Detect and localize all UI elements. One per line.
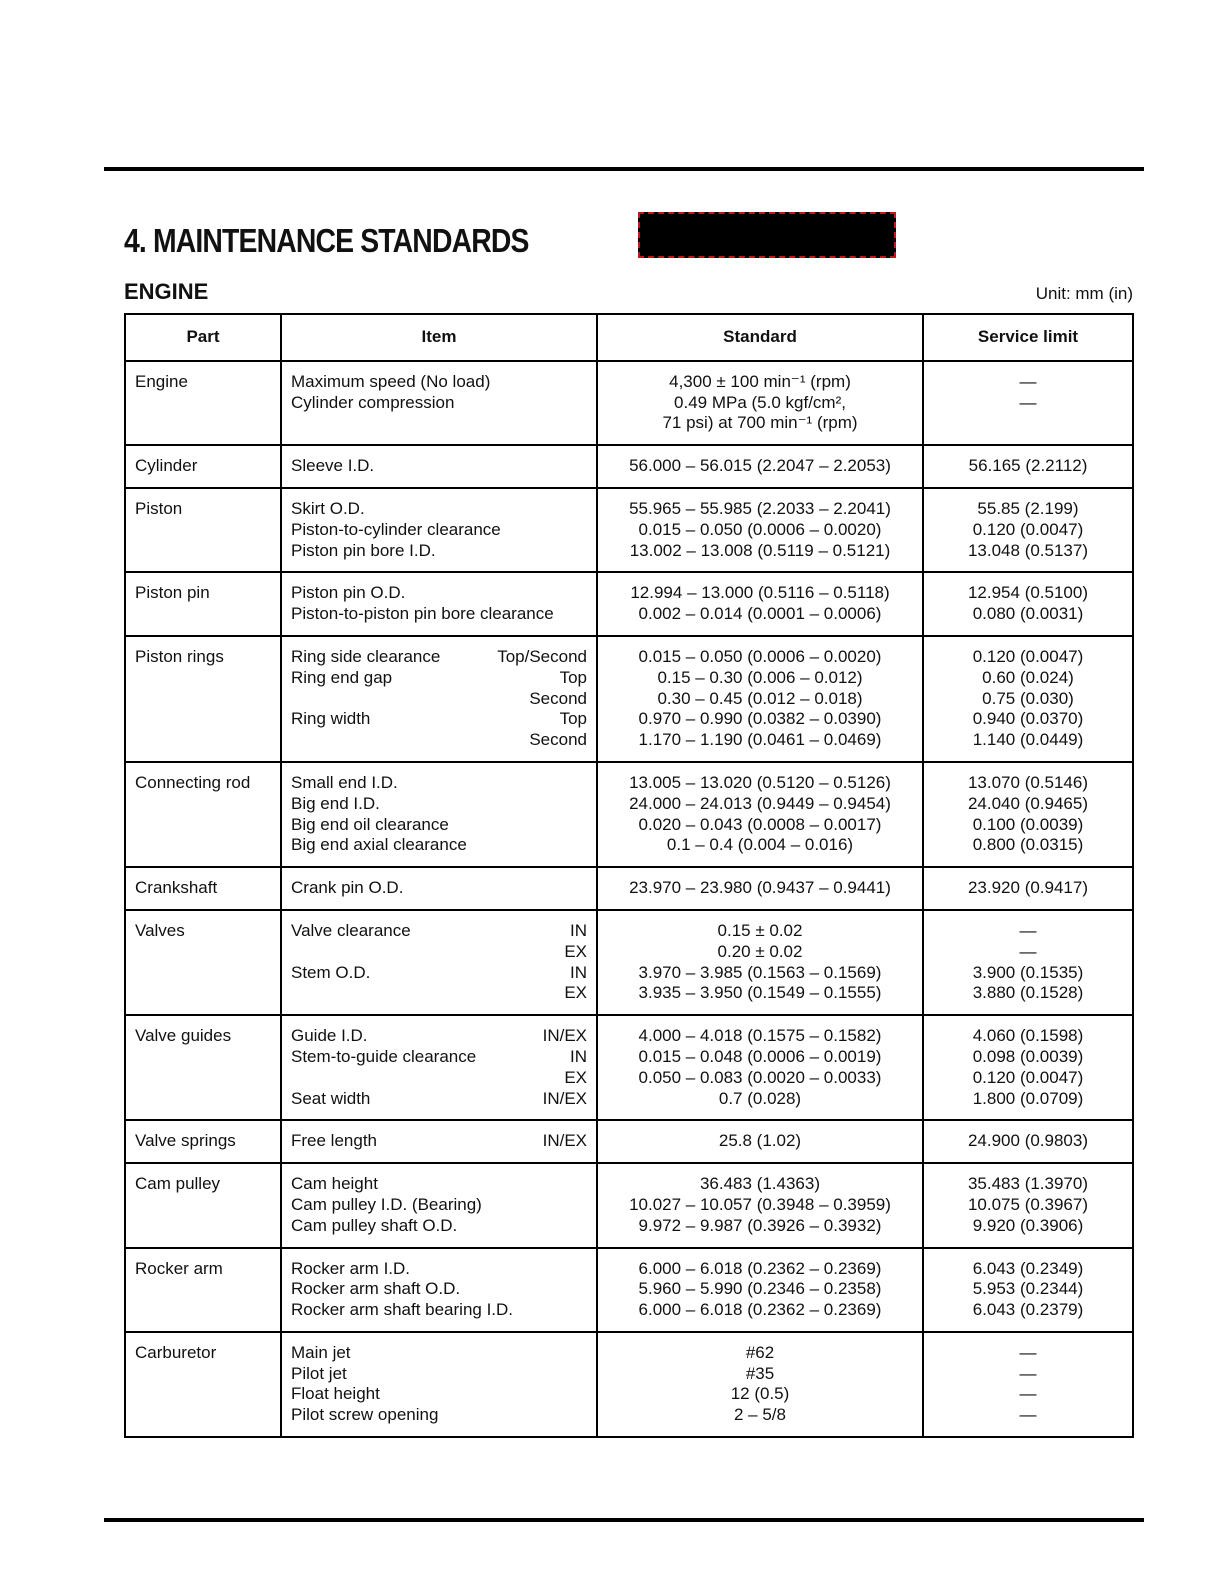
service-limit-cell xyxy=(923,1163,1133,1247)
service-limit-value: 0.75 (0.030) xyxy=(982,688,1074,708)
item-line xyxy=(291,1279,587,1300)
item-label: Seat width xyxy=(291,1088,371,1108)
service-limit-value: 24.040 (0.9465) xyxy=(967,793,1089,813)
item-label: Ring side clearance xyxy=(291,646,441,666)
item-label: Rocker arm shaft O.D. xyxy=(291,1279,461,1299)
service-limit-value: 5.953 (0.2344) xyxy=(972,1279,1084,1299)
item-line xyxy=(291,983,587,1004)
table-row xyxy=(125,867,1133,910)
table-row xyxy=(125,910,1133,1015)
service-limit-value: 0.100 (0.0039) xyxy=(972,814,1084,834)
service-limit-value: 1.140 (0.0449) xyxy=(972,730,1084,750)
item-line xyxy=(291,689,587,710)
item-label: Cam pulley shaft O.D. xyxy=(291,1215,458,1235)
service-limit-value: 6.043 (0.2349) xyxy=(972,1258,1084,1278)
service-limit-value: 23.920 (0.9417) xyxy=(967,878,1089,898)
table-row xyxy=(125,361,1133,445)
service-limit-cell xyxy=(923,1332,1133,1437)
service-limit-value: 0.120 (0.0047) xyxy=(972,1067,1084,1087)
item-label: Big end I.D. xyxy=(291,793,380,813)
service-limit-value: 4.060 (0.1598) xyxy=(972,1026,1084,1046)
part-cell: Rocker arm xyxy=(125,1248,281,1332)
item-line xyxy=(291,942,587,963)
service-limit-value: 0.080 (0.0031) xyxy=(972,604,1084,624)
part-cell: Cam pulley xyxy=(125,1163,281,1247)
item-cell xyxy=(281,361,597,445)
standard-value: 0.30 – 0.45 (0.012 – 0.018) xyxy=(657,688,863,708)
service-limit-cell xyxy=(923,1120,1133,1163)
item-line xyxy=(291,541,587,562)
item-label: Valve clearance xyxy=(291,920,411,940)
item-cell xyxy=(281,910,597,1015)
service-limit-value: 0.940 (0.0370) xyxy=(972,709,1084,729)
header-standard: Standard xyxy=(597,314,923,361)
item-qualifier: Second xyxy=(529,730,587,750)
item-line xyxy=(291,604,587,625)
item-line xyxy=(291,583,587,604)
section-heading: ENGINE xyxy=(124,279,209,304)
top-rule xyxy=(104,167,1144,171)
table-row xyxy=(125,572,1133,636)
service-limit-cell xyxy=(923,361,1133,445)
service-limit-value: 9.920 (0.3906) xyxy=(972,1215,1084,1235)
item-line xyxy=(291,773,587,794)
standard-value: 0.020 – 0.043 (0.0008 – 0.0017) xyxy=(638,814,882,834)
item-line xyxy=(291,921,587,942)
service-limit-cell xyxy=(923,1015,1133,1120)
standard-value: 25.8 (1.02) xyxy=(718,1131,802,1151)
service-limit-value: 12.954 (0.5100) xyxy=(967,583,1089,603)
standard-value: 0.015 – 0.050 (0.0006 – 0.0020) xyxy=(638,519,882,539)
item-line xyxy=(291,709,587,730)
item-line xyxy=(291,1068,587,1089)
item-line xyxy=(291,815,587,836)
item-label: Sleeve I.D. xyxy=(291,456,375,476)
item-cell xyxy=(281,1015,597,1120)
service-limit-value: — xyxy=(1019,371,1037,391)
standard-value: 0.015 – 0.048 (0.0006 – 0.0019) xyxy=(638,1046,882,1066)
item-qualifier: IN/EX xyxy=(542,1131,587,1151)
service-limit-value: — xyxy=(1019,1363,1037,1383)
item-qualifier: IN xyxy=(570,920,587,940)
item-label: Float height xyxy=(291,1384,380,1404)
standard-cell xyxy=(597,361,923,445)
item-label: Pilot screw opening xyxy=(291,1405,439,1425)
item-cell xyxy=(281,636,597,762)
item-line xyxy=(291,963,587,984)
item-qualifier: Top/Second xyxy=(497,646,587,666)
service-limit-value: 3.880 (0.1528) xyxy=(972,983,1084,1003)
service-limit-cell xyxy=(923,572,1133,636)
standard-value: 56.000 – 56.015 (2.2047 – 2.2053) xyxy=(629,456,891,476)
standard-cell xyxy=(597,910,923,1015)
item-line xyxy=(291,1131,587,1152)
standard-value: 6.000 – 6.018 (0.2362 – 0.2369) xyxy=(638,1258,882,1278)
item-cell xyxy=(281,762,597,867)
service-limit-value: 0.60 (0.024) xyxy=(982,667,1074,687)
item-label: Rocker arm shaft bearing I.D. xyxy=(291,1300,514,1320)
maintenance-standards-table xyxy=(124,313,1134,1438)
item-label: Piston-to-piston pin bore clearance xyxy=(291,604,554,624)
item-label: Big end oil clearance xyxy=(291,814,449,834)
standard-value: 71 psi) at 700 min⁻¹ (rpm) xyxy=(662,413,858,433)
service-limit-cell xyxy=(923,910,1133,1015)
item-label: Ring width xyxy=(291,709,371,729)
part-cell: Carburetor xyxy=(125,1332,281,1437)
standard-value: 1.170 – 1.190 (0.0461 – 0.0469) xyxy=(638,730,882,750)
service-limit-value: 55.85 (2.199) xyxy=(977,498,1079,518)
service-limit-value: 56.165 (2.2112) xyxy=(968,456,1088,476)
standard-value: 0.002 – 0.014 (0.0001 – 0.0006) xyxy=(638,604,882,624)
item-label: Crank pin O.D. xyxy=(291,878,404,898)
item-label: Free length xyxy=(291,1131,377,1151)
service-limit-value: 10.075 (0.3967) xyxy=(967,1194,1089,1214)
standard-cell xyxy=(597,867,923,910)
item-cell xyxy=(281,1163,597,1247)
standard-cell xyxy=(597,1332,923,1437)
item-cell xyxy=(281,488,597,572)
item-qualifier: Top xyxy=(559,667,587,687)
part-cell: Piston pin xyxy=(125,572,281,636)
service-limit-value: — xyxy=(1019,1384,1037,1404)
standard-value: 24.000 – 24.013 (0.9449 – 0.9454) xyxy=(629,793,891,813)
item-cell xyxy=(281,572,597,636)
standard-value: 9.972 – 9.987 (0.3926 – 0.3932) xyxy=(638,1215,882,1235)
item-label: Main jet xyxy=(291,1342,351,1362)
standard-value: 0.970 – 0.990 (0.0382 – 0.0390) xyxy=(638,709,882,729)
standard-value: 10.027 – 10.057 (0.3948 – 0.3959) xyxy=(629,1194,891,1214)
part-cell: Crankshaft xyxy=(125,867,281,910)
item-label: Guide I.D. xyxy=(291,1026,368,1046)
standard-value: 5.960 – 5.990 (0.2346 – 0.2358) xyxy=(638,1279,882,1299)
item-line xyxy=(291,878,587,899)
item-cell xyxy=(281,867,597,910)
standard-value: 0.015 – 0.050 (0.0006 – 0.0020) xyxy=(638,646,882,666)
service-limit-value: — xyxy=(1019,392,1037,412)
standard-value: #35 xyxy=(745,1363,775,1383)
item-line xyxy=(291,393,587,414)
standard-value: 0.49 MPa (5.0 kgf/cm², xyxy=(674,392,846,412)
item-line xyxy=(291,1026,587,1047)
standard-value: 23.970 – 23.980 (0.9437 – 0.9441) xyxy=(629,878,891,898)
part-cell: Valves xyxy=(125,910,281,1015)
part-cell: Valve springs xyxy=(125,1120,281,1163)
standard-value: 12 (0.5) xyxy=(730,1384,790,1404)
service-limit-value: 0.098 (0.0039) xyxy=(972,1046,1084,1066)
item-cell xyxy=(281,1120,597,1163)
item-line xyxy=(291,456,587,477)
item-label: Cam height xyxy=(291,1174,378,1194)
item-line xyxy=(291,1405,587,1426)
item-cell xyxy=(281,1332,597,1437)
part-cell: Valve guides xyxy=(125,1015,281,1120)
header-service-limit: Service limit xyxy=(923,314,1133,361)
item-label: Cylinder compression xyxy=(291,392,455,412)
part-cell: Engine xyxy=(125,361,281,445)
item-line xyxy=(291,1089,587,1110)
standard-cell xyxy=(597,636,923,762)
item-line xyxy=(291,730,587,751)
standard-cell xyxy=(597,1248,923,1332)
item-label: Cam pulley I.D. (Bearing) xyxy=(291,1194,482,1214)
header-item: Item xyxy=(281,314,597,361)
item-qualifier: IN xyxy=(570,1046,587,1066)
item-label: Piston pin O.D. xyxy=(291,583,406,603)
service-limit-cell xyxy=(923,762,1133,867)
item-line xyxy=(291,1343,587,1364)
page-title: 4. MAINTENANCE STANDARDS xyxy=(124,222,529,259)
table-row xyxy=(125,1015,1133,1120)
item-label: Rocker arm I.D. xyxy=(291,1258,411,1278)
table-row xyxy=(125,762,1133,867)
standard-value: 0.20 ± 0.02 xyxy=(717,941,803,961)
item-qualifier: IN xyxy=(570,962,587,982)
service-limit-value: 35.483 (1.3970) xyxy=(967,1174,1089,1194)
standard-value: 0.15 – 0.30 (0.006 – 0.012) xyxy=(657,667,863,687)
standard-value: 6.000 – 6.018 (0.2362 – 0.2369) xyxy=(638,1300,882,1320)
item-label: Ring end gap xyxy=(291,667,393,687)
item-line xyxy=(291,794,587,815)
table-row xyxy=(125,1248,1133,1332)
item-qualifier: IN/EX xyxy=(542,1088,587,1108)
standard-cell xyxy=(597,445,923,488)
item-label: Pilot jet xyxy=(291,1363,347,1383)
standard-cell xyxy=(597,488,923,572)
table-row xyxy=(125,445,1133,488)
standard-value: 36.483 (1.4363) xyxy=(699,1174,821,1194)
item-line xyxy=(291,1364,587,1385)
service-limit-cell xyxy=(923,488,1133,572)
service-limit-value: 6.043 (0.2379) xyxy=(972,1300,1084,1320)
service-limit-cell xyxy=(923,636,1133,762)
item-label: Big end axial clearance xyxy=(291,835,467,855)
standard-cell xyxy=(597,572,923,636)
unit-label: Unit: mm (in) xyxy=(1035,284,1133,303)
part-cell: Piston xyxy=(125,488,281,572)
item-line xyxy=(291,1259,587,1280)
table-row xyxy=(125,1163,1133,1247)
item-line xyxy=(291,1174,587,1195)
standard-cell xyxy=(597,1163,923,1247)
standard-cell xyxy=(597,762,923,867)
item-qualifier: IN/EX xyxy=(542,1026,587,1046)
table-row xyxy=(125,1120,1133,1163)
service-limit-value: 1.800 (0.0709) xyxy=(972,1088,1084,1108)
standard-value: 13.005 – 13.020 (0.5120 – 0.5126) xyxy=(629,772,891,792)
item-line xyxy=(291,499,587,520)
item-label: Stem O.D. xyxy=(291,962,371,982)
item-line xyxy=(291,372,587,393)
item-cell xyxy=(281,1248,597,1332)
standard-value: 3.970 – 3.985 (0.1563 – 0.1569) xyxy=(638,962,882,982)
redacted-banner xyxy=(638,212,896,258)
part-cell: Connecting rod xyxy=(125,762,281,867)
item-label: Small end I.D. xyxy=(291,772,398,792)
service-limit-value: 24.900 (0.9803) xyxy=(967,1131,1089,1151)
table-row xyxy=(125,488,1133,572)
item-line xyxy=(291,647,587,668)
standard-cell xyxy=(597,1015,923,1120)
table-row xyxy=(125,636,1133,762)
item-line xyxy=(291,835,587,856)
item-qualifier: EX xyxy=(564,1067,587,1087)
service-limit-value: 0.120 (0.0047) xyxy=(972,646,1084,666)
standard-value: 13.002 – 13.008 (0.5119 – 0.5121) xyxy=(629,540,891,560)
standard-value: 55.965 – 55.985 (2.2033 – 2.2041) xyxy=(629,498,891,518)
service-limit-value: 13.048 (0.5137) xyxy=(967,540,1089,560)
standard-value: #62 xyxy=(745,1342,775,1362)
service-limit-value: 0.120 (0.0047) xyxy=(972,519,1084,539)
item-line xyxy=(291,668,587,689)
service-limit-value: — xyxy=(1019,920,1037,940)
standard-value: 4.000 – 4.018 (0.1575 – 0.1582) xyxy=(638,1026,882,1046)
item-qualifier: Top xyxy=(559,709,587,729)
item-line xyxy=(291,1047,587,1068)
bottom-rule xyxy=(104,1518,1144,1522)
standard-cell xyxy=(597,1120,923,1163)
standard-value: 12.994 – 13.000 (0.5116 – 0.5118) xyxy=(630,583,890,603)
header-part: Part xyxy=(125,314,281,361)
service-limit-cell xyxy=(923,445,1133,488)
standard-value: 0.050 – 0.083 (0.0020 – 0.0033) xyxy=(638,1067,882,1087)
service-limit-value: — xyxy=(1019,1405,1037,1425)
item-line xyxy=(291,1195,587,1216)
item-label: Skirt O.D. xyxy=(291,498,365,518)
item-qualifier: EX xyxy=(564,983,587,1003)
standard-value: 4,300 ± 100 min⁻¹ (rpm) xyxy=(669,371,851,391)
service-limit-value: 13.070 (0.5146) xyxy=(967,772,1089,792)
service-limit-value: 3.900 (0.1535) xyxy=(972,962,1084,982)
standard-value: 0.15 ± 0.02 xyxy=(717,920,803,940)
part-cell: Piston rings xyxy=(125,636,281,762)
item-label: Piston pin bore I.D. xyxy=(291,540,436,560)
item-line xyxy=(291,1384,587,1405)
item-cell xyxy=(281,445,597,488)
standard-value: 3.935 – 3.950 (0.1549 – 0.1555) xyxy=(638,983,882,1003)
service-limit-value: — xyxy=(1019,941,1037,961)
table-row xyxy=(125,1332,1133,1437)
item-label: Stem-to-guide clearance xyxy=(291,1046,477,1066)
part-cell: Cylinder xyxy=(125,445,281,488)
standard-value: 0.7 (0.028) xyxy=(718,1088,802,1108)
standard-value: 0.1 – 0.4 (0.004 – 0.016) xyxy=(666,835,854,855)
item-label: Maximum speed (No load) xyxy=(291,371,491,391)
item-label: Piston-to-cylinder clearance xyxy=(291,519,501,539)
item-line xyxy=(291,1300,587,1321)
standard-value: 2 – 5/8 xyxy=(734,1405,786,1425)
service-limit-value: 0.800 (0.0315) xyxy=(972,835,1084,855)
service-limit-cell xyxy=(923,1248,1133,1332)
item-line xyxy=(291,1216,587,1237)
table-header-row xyxy=(125,314,1133,361)
service-limit-cell xyxy=(923,867,1133,910)
item-qualifier: EX xyxy=(564,941,587,961)
item-qualifier: Second xyxy=(529,688,587,708)
item-line xyxy=(291,520,587,541)
service-limit-value: — xyxy=(1019,1342,1037,1362)
